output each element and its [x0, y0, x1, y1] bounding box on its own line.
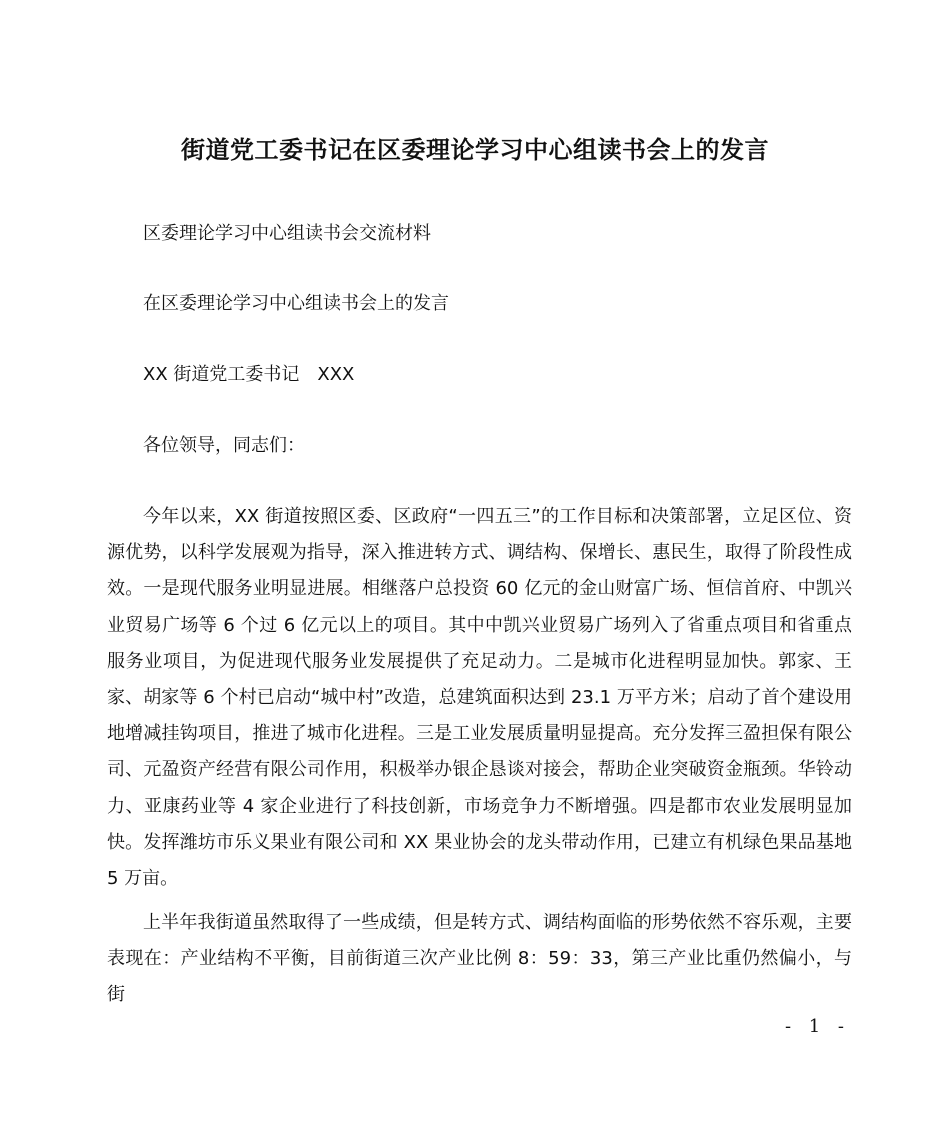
subtitle-exchange-material: 区委理论学习中心组读书会交流材料 [143, 223, 431, 244]
body-paragraph: 今年以来，XX 街道按照区委、区政府“一四五三”的工作目标和决策部署，立足区位、资源优势，以科学发展观为指导，深入推进转方式、调结构、保增长、惠民生，取得了阶段性成效。一是现代服务业明显进展。相继落户总投资 60 亿元的金山财富广场、恒信首府、中凯兴业贸易广场等 6 个过 6 亿元以上的项目。其中中凯兴业贸易广场列入了省重点项目和省重点服务业项目，为促进现代服务业发展提供了充足动力。二是城市化进程明显加快。郭家、王家、胡家等 6 个村已启动“城中村”改造，总建筑面积达到 23.1 万平方米；启动了首个建设用地增减挂钩项目，推进了城市化进程。三是工业发展质量明显提高。充分发挥三盈担保有限公司、元盈资产经营有限公司作用，积极举办银企恳谈对接会，帮助企业突破资金瓶颈。华铃动力、亚康药业等 4 家企业进行了科技创新，市场竞争力不断增强。四是都市农业发展明显加快。发挥潍坊市乐义果业有限公司和 XX 果业协会的龙头带动作用，已建立有机绿色果品基地 5 万亩。 [107, 506, 852, 890]
author-line: XX 街道党工委书记 XXX [143, 364, 355, 385]
body-paragraph: 上半年我街道虽然取得了一些成绩，但是转方式、调结构面临的形势依然不容乐观，主要表现在：产业结构不平衡，目前街道三次产业比例 8：59：33，第三产业比重仍然偏小，与街 [107, 912, 852, 1006]
subtitle-speech: 在区委理论学习中心组读书会上的发言 [143, 293, 449, 314]
document-title: 街道党工委书记在区委理论学习中心组读书会上的发言 [181, 136, 769, 164]
salutation: 各位领导，同志们： [143, 435, 305, 456]
page-number: - 1 - [784, 1016, 850, 1037]
